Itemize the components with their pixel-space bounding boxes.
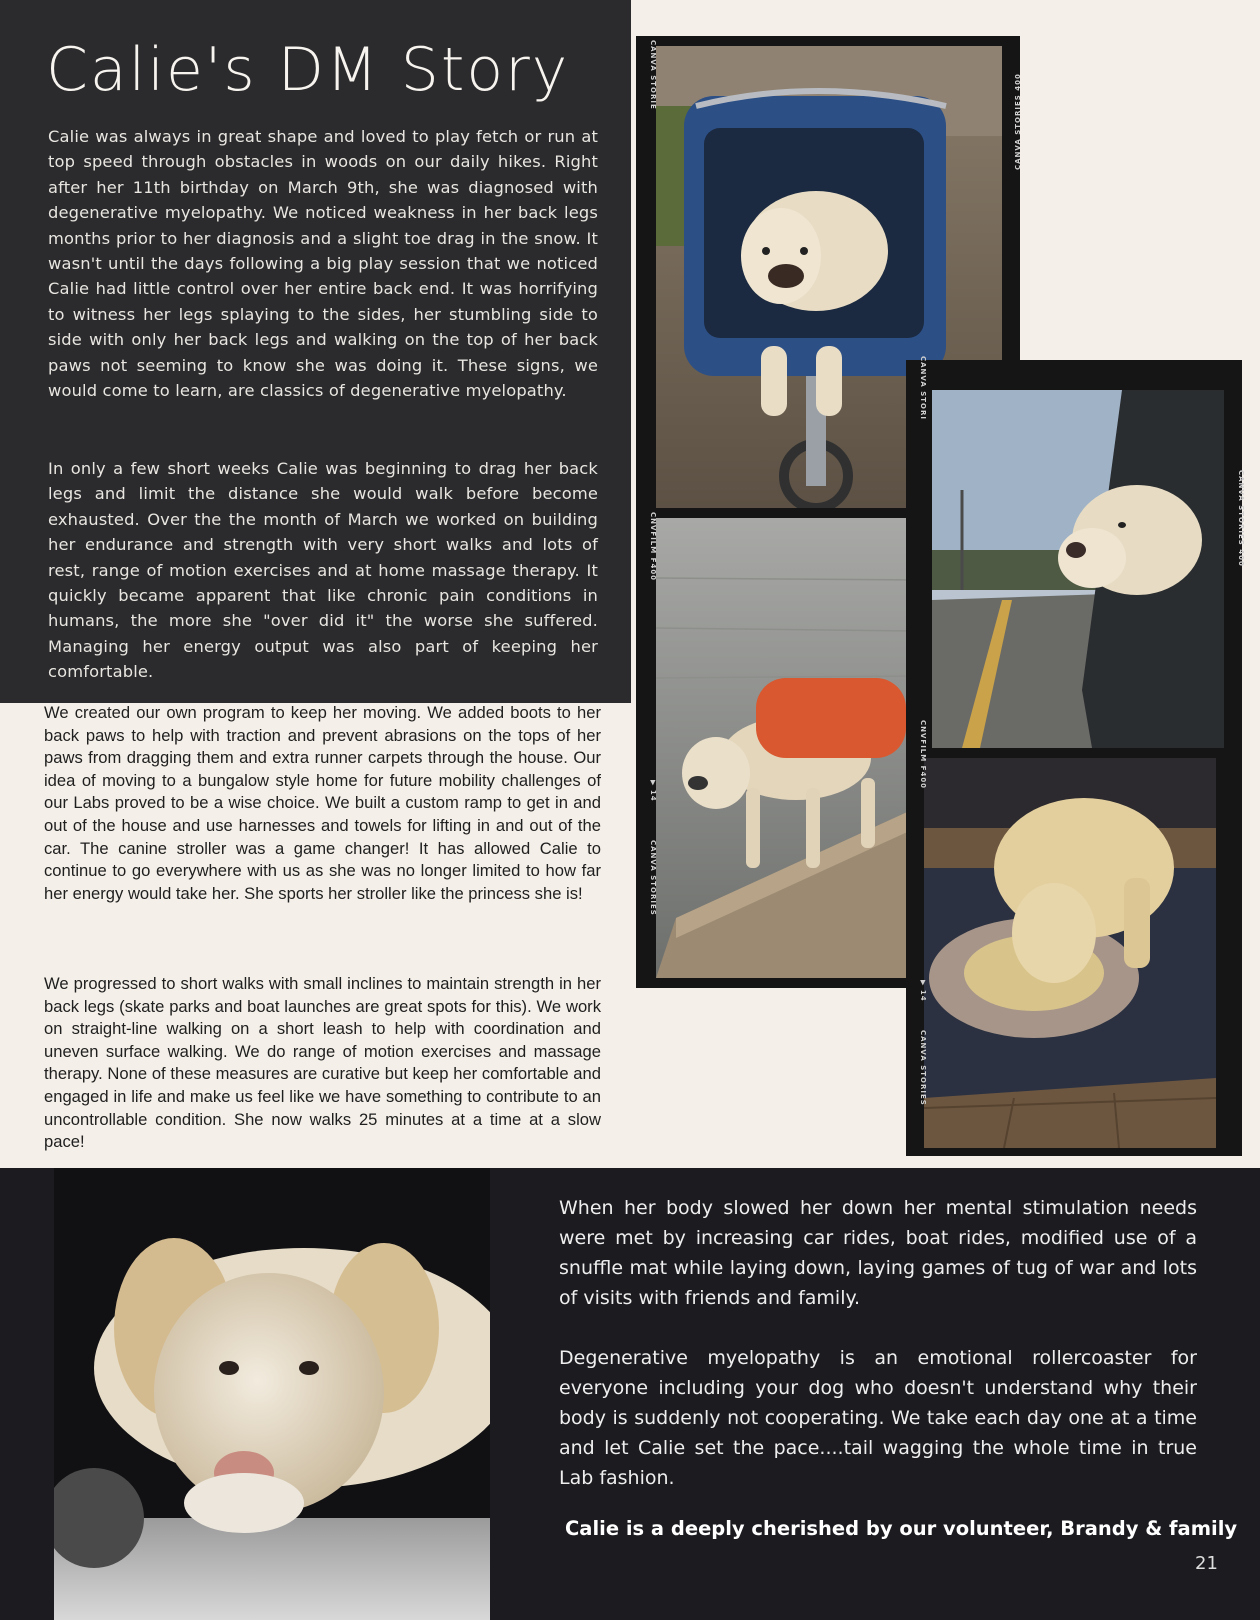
film-label: CANVA STORIES 400 <box>1237 470 1245 567</box>
page-title: Calie's DM Story <box>46 35 570 105</box>
snuffle-mat-photo <box>924 758 1216 1148</box>
film-label: CANVA STORIES <box>919 1030 927 1106</box>
paragraph-rollercoaster: Degenerative myelopathy is an emotional rollercoaster for everyone including your dog who doesn't understand why their body is suddenly not cooperating. We take each day one at a time and let Calie set the pace....tail wagging the whole time in true Lab fashion. <box>559 1347 1197 1489</box>
film-label: CANVA STORI <box>919 356 927 420</box>
film-label: CANVA STORIES 400 <box>1014 73 1022 170</box>
film-label: ▶ 14 <box>649 780 657 802</box>
paragraph-mental-stimulation: When her body slowed her down her mental stimulation needs were met by increasing car rides, boat rides, modified use of a snuffle mat while laying down, laying games of tug of war and lots of visits with friends and family. <box>559 1197 1197 1309</box>
photo-credit: Calie is a deeply cherished by our volunteer, Brandy & family <box>565 1517 1238 1540</box>
film-label: CANVA STORIE <box>649 40 657 110</box>
paragraph-exercise: We progressed to short walks with small inclines to maintain strength in her back legs (skate parks and boat launches are great spots for this). We work on straight-line walking on a short leash to help with coordination and uneven surface walking. We do range of motion exercises and massage therapy. None of these measures are curative but keep her comfortable and engaged in life and make us feel like we have something to contribute to an uncontrollable condition. She now walks 25 minutes at a time at a slow pace! <box>44 974 601 1152</box>
dock-photo <box>656 518 916 978</box>
paragraph-program: We created our own program to keep her moving. We added boots to her back paws to help with traction and prevent abrasions on the tops of her paws from dragging them and extra runner carpets through the house. Our idea of moving to a bungalow style home for future mobility challenges of our Labs proved to be a wise choice. We built a custom ramp to get in and out of the house and use harnesses and towels for lifting in and out of the car. The canine stroller was a game changer! It has allowed Calie to continue to go everywhere with us as she was no longer limited to how far her energy would take her. She sports her stroller like the princess she is! <box>44 703 601 903</box>
paragraph-progression: In only a few short weeks Calie was beginning to drag her back legs and limit the distance she would walk before become exhausted. Over the the month of March we worked on building her endurance and strength with very short walks and lots of rest, range of motion exercises and at home massage therapy. It quickly became apparent that like chronic pain conditions in humans, the more she "over did it" the worse she suffered. Managing her energy output was also part of keeping her comfortable. <box>48 459 598 682</box>
portrait-photo <box>54 1168 490 1620</box>
film-label: CANVA STORIES <box>649 840 657 916</box>
page-number: 21 <box>1195 1553 1218 1574</box>
film-label: CNVFILM F400 <box>649 512 657 582</box>
car-window-photo <box>932 390 1224 748</box>
film-label: CNVFILM F400 <box>919 720 927 790</box>
film-label: ▶ 14 <box>919 980 927 1002</box>
paragraph-diagnosis: Calie was always in great shape and loved to play fetch or run at top speed through obstacles in woods on our daily hikes. Right after her 11th birthday on March 9th, she was diagnosed with degenerative myelopathy. We noticed weakness in her back legs months prior to her diagnosis and a slight toe drag in the snow. It wasn't until the days following a big play session that we noticed Calie had little control over her entire back end. It was horrifying to witness her legs splaying to the sides, her stumbling side to side with only her back legs and walking on the top of her back paws not seeming to know she was doing it. These signs, we would come to learn, are classics of degenerative myelopathy. <box>48 127 598 401</box>
